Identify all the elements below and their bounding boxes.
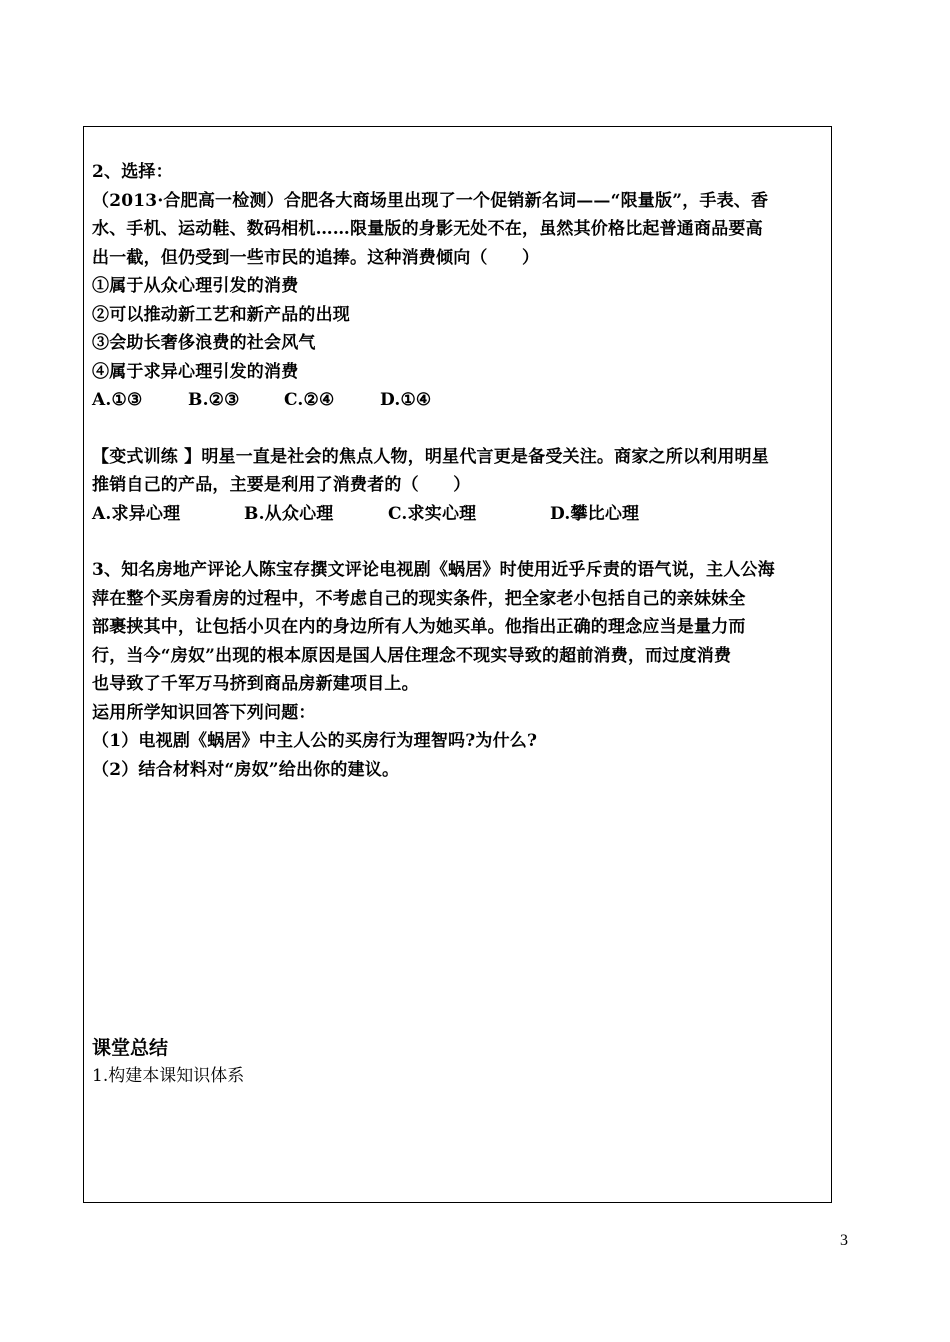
- q2-stem-line: 出一截，但仍受到一些市民的追捧。这种消费倾向（ ）: [92, 247, 540, 268]
- q3-stem-line: 行，当今“房奴”出现的根本原因是国人居住理念不现实导致的超前消费，而过度消费: [92, 645, 732, 666]
- spacer: [92, 528, 824, 556]
- q2-item: ③会助长奢侈浪费的社会风气: [92, 333, 316, 353]
- class-summary: [92, 1034, 824, 1090]
- q3-stem-line: 3、知名房地产评论人陈宝存撰文评论电视剧《蜗居》时使用近乎斥责的语气说，主人公海: [92, 560, 775, 580]
- page-number: 3: [840, 1232, 848, 1249]
- q2-option-d: D.①④: [380, 390, 432, 410]
- variant-stem-line: 推销自己的产品，主要是利用了消费者的（ ）: [92, 475, 471, 495]
- q3-stem-line: 萍在整个买房看房的过程中，不考虑自己的现实条件，把全家老小包括自己的亲妹妹全: [92, 588, 746, 609]
- variant-options: [92, 500, 824, 529]
- variant-option-d: D.攀比心理: [550, 503, 640, 524]
- q2-item: ②可以推动新工艺和新产品的出现: [92, 304, 350, 325]
- summary-title: 课堂总结: [92, 1037, 169, 1059]
- summary-item: 1.构建本课知识体系: [92, 1066, 245, 1086]
- exercise-content: [92, 158, 824, 784]
- q2-option-a: A.①③: [92, 390, 143, 410]
- q2-option-c: C.②④: [284, 390, 335, 410]
- q2-item: ④属于求异心理引发的消费: [92, 361, 299, 382]
- variant-option-c: C.求实心理: [388, 503, 477, 524]
- variant-option-a: A.求异心理: [92, 503, 181, 524]
- q2-item: ①属于从众心理引发的消费: [92, 276, 299, 296]
- q2-options: [92, 386, 824, 415]
- q2-stem-line: （2013·合肥高一检测）合肥各大商场里出现了一个促销新名词——“限量版”，手表、香: [92, 190, 769, 211]
- variant-stem-line: 【变式训练 】明星一直是社会的焦点人物，明星代言更是备受关注。商家之所以利用明星: [92, 446, 769, 467]
- variant-option-b: B.从众心理: [244, 503, 334, 524]
- q3-stem-line: 也导致了千军万马挤到商品房新建项目上。: [92, 674, 419, 694]
- q3-sub-question-1: （1）电视剧《蜗居》中主人公的买房行为理智吗?为什么?: [92, 731, 538, 751]
- q3-sub-question-2: （2）结合材料对“房奴”给出你的建议。: [92, 759, 400, 780]
- q2-option-b: B.②③: [188, 390, 240, 410]
- spacer: [92, 415, 824, 443]
- q2-stem-line: 水、手机、运动鞋、数码相机……限量版的身影无处不在，虽然其价格比起普通商品要高: [92, 219, 763, 239]
- q3-instruction: 运用所学知识回答下列问题：: [92, 702, 316, 723]
- q3-stem-line: 部裹挟其中，让包括小贝在内的身边所有人为她买单。他指出正确的理念应当是量力而: [92, 617, 746, 637]
- q2-heading: 2、选择：: [92, 162, 173, 182]
